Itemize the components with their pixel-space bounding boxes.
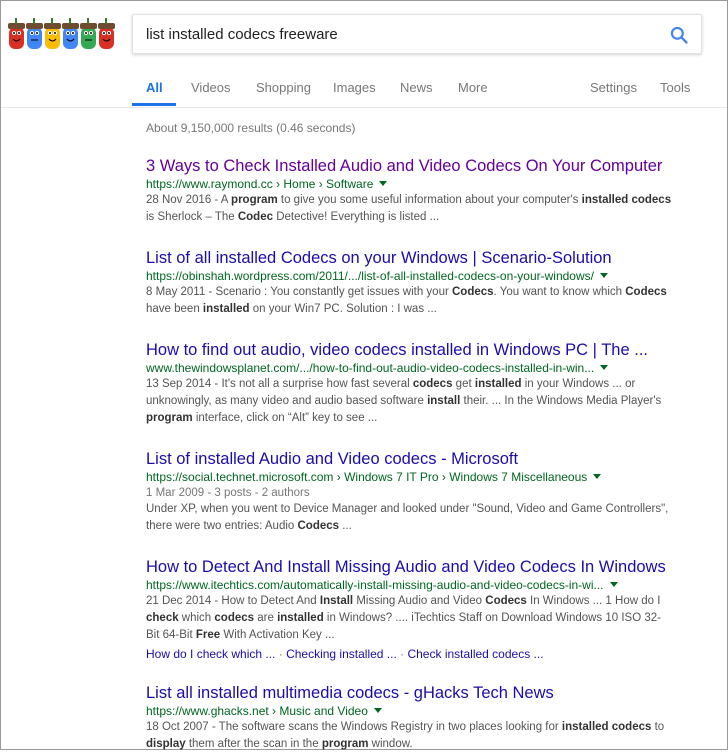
snippet-line bbox=[146, 518, 706, 535]
snippet-highlight: codecs bbox=[214, 612, 255, 624]
snippet-text: on your Win7 PC. Solution : I was ... bbox=[249, 303, 437, 315]
result-url-text[interactable]: https://www.itechtics.com/automatically-install-missing-audio-and-video-codecs-in-wi... bbox=[146, 578, 604, 592]
snippet-text: there were two entries: Audio bbox=[146, 520, 298, 532]
snippet-highlight: program bbox=[321, 738, 369, 750]
caret-down-icon[interactable] bbox=[374, 708, 382, 713]
snippet-highlight: installed bbox=[474, 378, 522, 390]
snippet-line bbox=[146, 284, 706, 301]
result-title-link[interactable]: How to find out audio, video codecs installed in Windows PC | The ... bbox=[146, 341, 648, 359]
snippet-text: in your Windows ... or bbox=[521, 378, 636, 390]
snippet-text: 13 Sep 2014 - It's not all a surprise how fast several bbox=[146, 378, 413, 390]
snippet-highlight: Codecs bbox=[452, 286, 494, 298]
snippet-line bbox=[146, 501, 706, 518]
snippet-text: to bbox=[651, 721, 665, 733]
search-tabs bbox=[132, 76, 712, 107]
result-title-link[interactable]: List of all installed Codecs on your Windows | Scenario-Solution bbox=[146, 249, 612, 267]
snippet-text: to give you some useful information about your computer's bbox=[277, 194, 582, 206]
snippet-line bbox=[146, 593, 706, 610]
snippet-line bbox=[146, 192, 706, 209]
snippet-line bbox=[146, 719, 706, 736]
snippet-text: 8 May 2011 - Scenario : You constantly get issues with your bbox=[146, 286, 452, 298]
snippet-highlight: Codecs bbox=[625, 286, 667, 298]
result-title-link[interactable]: 3 Ways to Check Installed Audio and Video Codecs On Your Computer bbox=[146, 157, 663, 175]
snippet-text: 28 Nov 2016 - A bbox=[146, 194, 232, 206]
sitelink[interactable]: How do I check which ... bbox=[146, 647, 276, 661]
snippet-text: get bbox=[452, 378, 475, 390]
snippet-highlight: installed codecs bbox=[561, 721, 652, 733]
tab-news[interactable]: News bbox=[400, 80, 433, 95]
result-url[interactable] bbox=[146, 577, 706, 593]
tab-more[interactable]: More bbox=[458, 80, 488, 95]
snippet-text: ... bbox=[339, 520, 352, 532]
tab-tools[interactable]: Tools bbox=[660, 80, 691, 95]
result-title-link[interactable]: List of installed Audio and Video codecs - Microsoft bbox=[146, 450, 519, 468]
snippet-highlight: Install bbox=[319, 595, 354, 607]
search-result bbox=[146, 248, 706, 318]
snippet-text: are bbox=[254, 612, 278, 624]
snippet-text: Under XP, when you went to Device Manager and looked under "Sound, Video and Game Controllers", bbox=[146, 503, 669, 515]
result-url-text[interactable]: https://obinshah.wordpress.com/2011/.../list-of-all-installed-codecs-on-your-windows/ bbox=[146, 269, 594, 283]
snippet-highlight: Free bbox=[195, 629, 221, 641]
snippet-line bbox=[146, 376, 706, 393]
tab-all[interactable]: All bbox=[146, 80, 163, 95]
snippet-line bbox=[146, 610, 706, 627]
snippet-text: In Windows ... 1 How do I bbox=[526, 595, 661, 607]
sitelink[interactable]: Check installed codecs ... bbox=[407, 647, 544, 661]
tab-settings[interactable]: Settings bbox=[590, 80, 637, 95]
sitelink-separator: · bbox=[275, 647, 287, 661]
snippet-line bbox=[146, 736, 706, 753]
search-result bbox=[146, 557, 706, 662]
snippet-text: Detective! Everything is listed ... bbox=[273, 211, 440, 223]
snippet-text: is Sherlock – The bbox=[146, 211, 238, 223]
result-url-text[interactable]: https://www.raymond.cc › Home › Software bbox=[146, 177, 374, 191]
caret-down-icon[interactable] bbox=[593, 474, 601, 479]
result-snippet bbox=[146, 376, 706, 427]
snippet-text: interface, click on “Alt” key to see ... bbox=[192, 412, 378, 424]
tab-shopping[interactable]: Shopping bbox=[256, 80, 311, 95]
search-result bbox=[146, 340, 706, 427]
snippet-text: them after the scan in the bbox=[185, 738, 322, 750]
snippet-line bbox=[146, 393, 706, 410]
snippet-highlight: program bbox=[231, 194, 278, 206]
snippet-text: 18 Oct 2007 - The software scans the Windows Registry in two places looking for bbox=[146, 721, 562, 733]
snippet-text: have been bbox=[146, 303, 203, 315]
snippet-highlight: installed bbox=[277, 612, 324, 624]
result-url[interactable] bbox=[146, 176, 706, 192]
snippet-text: 21 Dec 2014 - How to Detect And bbox=[146, 595, 320, 607]
snippet-highlight: Codecs bbox=[485, 595, 527, 607]
search-input[interactable] bbox=[146, 24, 646, 44]
result-snippet bbox=[146, 284, 706, 318]
active-tab-indicator bbox=[132, 103, 176, 106]
snippet-line bbox=[146, 209, 706, 226]
result-sitelinks bbox=[146, 646, 706, 662]
snippet-highlight: program bbox=[146, 412, 193, 424]
snippet-highlight: display bbox=[146, 738, 186, 750]
result-snippet bbox=[146, 192, 706, 226]
result-url[interactable] bbox=[146, 360, 706, 376]
result-url-text[interactable]: https://social.technet.microsoft.com › Windows 7 IT Pro › Windows 7 Miscellaneous bbox=[146, 470, 588, 484]
result-snippet bbox=[146, 501, 706, 535]
search-result bbox=[146, 156, 706, 226]
sitelink-separator: · bbox=[396, 647, 408, 661]
search-result bbox=[146, 683, 706, 753]
snippet-highlight: Codecs bbox=[297, 520, 340, 532]
result-title-link[interactable]: How to Detect And Install Missing Audio and Video Codecs In Windows bbox=[146, 558, 666, 576]
snippet-text: window. bbox=[368, 738, 413, 750]
snippet-text: which bbox=[178, 612, 215, 624]
snippet-highlight: codecs bbox=[412, 378, 453, 390]
snippet-highlight: check bbox=[146, 612, 179, 624]
snippet-text: . You want to know which bbox=[493, 286, 626, 298]
header bbox=[1, 1, 727, 108]
snippet-line bbox=[146, 301, 706, 318]
result-meta: 1 Mar 2009 - 3 posts - 2 authors bbox=[146, 487, 310, 499]
result-url-text[interactable]: www.thewindowsplanet.com/.../how-to-find-out-audio-video-codecs-installed-in-win... bbox=[146, 361, 595, 375]
snippet-text: With Activation Key ... bbox=[220, 629, 335, 641]
tab-videos[interactable]: Videos bbox=[191, 80, 231, 95]
result-snippet bbox=[146, 719, 706, 753]
result-url[interactable] bbox=[146, 703, 706, 719]
result-url[interactable] bbox=[146, 268, 706, 284]
caret-down-icon[interactable] bbox=[379, 181, 387, 186]
snippet-highlight: install bbox=[427, 395, 461, 407]
tab-images[interactable]: Images bbox=[333, 80, 376, 95]
snippet-highlight: installed codecs bbox=[581, 194, 672, 206]
snippet-text: Missing Audio and Video bbox=[353, 595, 486, 607]
result-url[interactable] bbox=[146, 469, 706, 485]
snippet-text: unknowingly, as many video and audio based software bbox=[146, 395, 428, 407]
snippet-text: their. ... In the Windows Media Player's bbox=[460, 395, 662, 407]
result-stats: About 9,150,000 results (0.46 seconds) bbox=[146, 121, 356, 135]
caret-down-icon[interactable] bbox=[610, 582, 618, 587]
search-icon[interactable] bbox=[669, 25, 689, 45]
snippet-highlight: installed bbox=[202, 303, 250, 315]
search-result bbox=[146, 449, 706, 535]
search-box[interactable] bbox=[132, 14, 702, 54]
google-doodle-logo[interactable] bbox=[7, 15, 119, 53]
snippet-highlight: Codec bbox=[237, 211, 273, 223]
snippet-text: Bit 64-Bit bbox=[146, 629, 196, 641]
result-url-text[interactable]: https://www.ghacks.net › Music and Video bbox=[146, 704, 368, 718]
result-title-link[interactable]: List all installed multimedia codecs - gHacks Tech News bbox=[146, 684, 554, 702]
sitelink[interactable]: Checking installed ... bbox=[286, 647, 397, 661]
snippet-line bbox=[146, 410, 706, 427]
snippet-text: in Windows? .... iTechtics Staff on Download Windows 10 ISO 32- bbox=[323, 612, 661, 624]
snippet-line bbox=[146, 627, 706, 644]
result-snippet bbox=[146, 593, 706, 644]
caret-down-icon[interactable] bbox=[600, 273, 608, 278]
caret-down-icon[interactable] bbox=[600, 365, 608, 370]
